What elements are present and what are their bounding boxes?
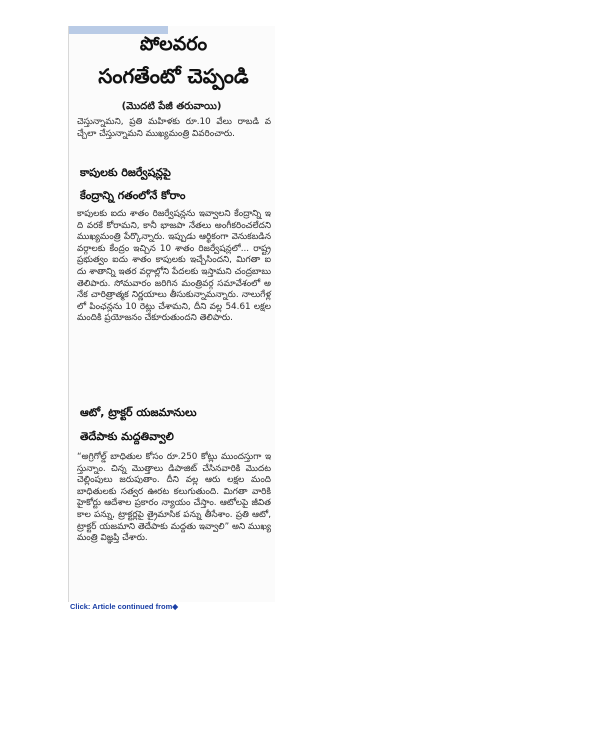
news-clipping [68,26,275,602]
continuation-note: (మొదటి పేజీ తరువాయి) [121,101,222,112]
article-paragraph-3: “అగ్రిగోల్డ్ బాధితుల కోసం రూ.250 కోట్లు ముందస్తుగా ఇస్తున్నాం. చిన్న మొత్తాలు డిపాజిట్ చేసినవారికి మొదట చెల్లింపులు జరుపుతాం. దీని వల్ల ఆరు లక్షల మంది బాధితులకు సత్వర ఊరట కలుగుతుంది. మిగతా వారికి హైకోర్టు ఆదేశాల ప్రకారం న్యాయం చేస్తాం. ఆటోలపై జీవితకాల పన్ను, ట్రాక్టర్లపై త్రైమాసిక పన్ను తీసేశాం. ప్రతి ఆటో, ట్రాక్టర్ యజమాని తెదేపాకు మద్దతు ఇవ్వాలి” అని ముఖ్యమంత్రి విజ్ఞప్తి చేశారు. [77,452,271,544]
subheading-2-line-1: ఆటో, ట్రాక్టర్ యజమానులు [80,406,197,419]
headline-line-2: సంగతేంటో చెప్పండి [98,64,249,88]
article-continued-link[interactable]: Click: Article continued from◆ [70,602,179,611]
subheading-2-line-2: తెదేపాకు మద్దతివ్వాలి [80,430,174,443]
article-paragraph-1: చెస్తున్నామని, ప్రతి మహిళకు రూ.10 వేలు రాబడి వచ్చేలా చేస్తున్నామని ముఖ్యమంత్రి వివరించారు. [77,117,271,139]
article-paragraph-2: కాపులకు ఐదు శాతం రిజర్వేషన్లను ఇవ్వాలని కేంద్రాన్ని ఇది వరకే కోరామని, కానీ భాజపా నేతలు అంగీకరించలేదని ముఖ్యమంత్రి పేర్కొన్నారు. ఇప్పుడు ఆర్థికంగా వెనుకబడిన వర్గాలకు కేంద్రం ఇచ్చిన 10 శాతం రిజర్వేషన్లలో... రాష్ట్ర ప్రభుత్వం ఐదు శాతం కాపులకు ఇచ్చేసిందని, మిగతా ఐదు శాతాన్ని ఇతర వర్గాల్లోని పేదలకు ఇస్తామని చంద్రబాబు తెలిపారు. సోమవారం జరిగిన మంత్రివర్గ సమావేశంలో అనేక చారిత్రాత్మక నిర్ణయాలు తీసుకున్నామన్నారు. నాలుగేళ్లలో పింఛన్లను 10 రెట్లు చేశామని, దీని వల్ల 54.61 లక్షల మందికి ప్రయోజనం చేకూరుతుందని తెలిపారు. [77,209,271,324]
headline-line-1: పోలవరం [139,33,208,55]
subheading-1-line-1: కాపులకు రిజర్వేషన్లపై [80,166,171,179]
subheading-1-line-2: కేంద్రాన్ని గతంలోనే కోరాం [80,189,186,202]
